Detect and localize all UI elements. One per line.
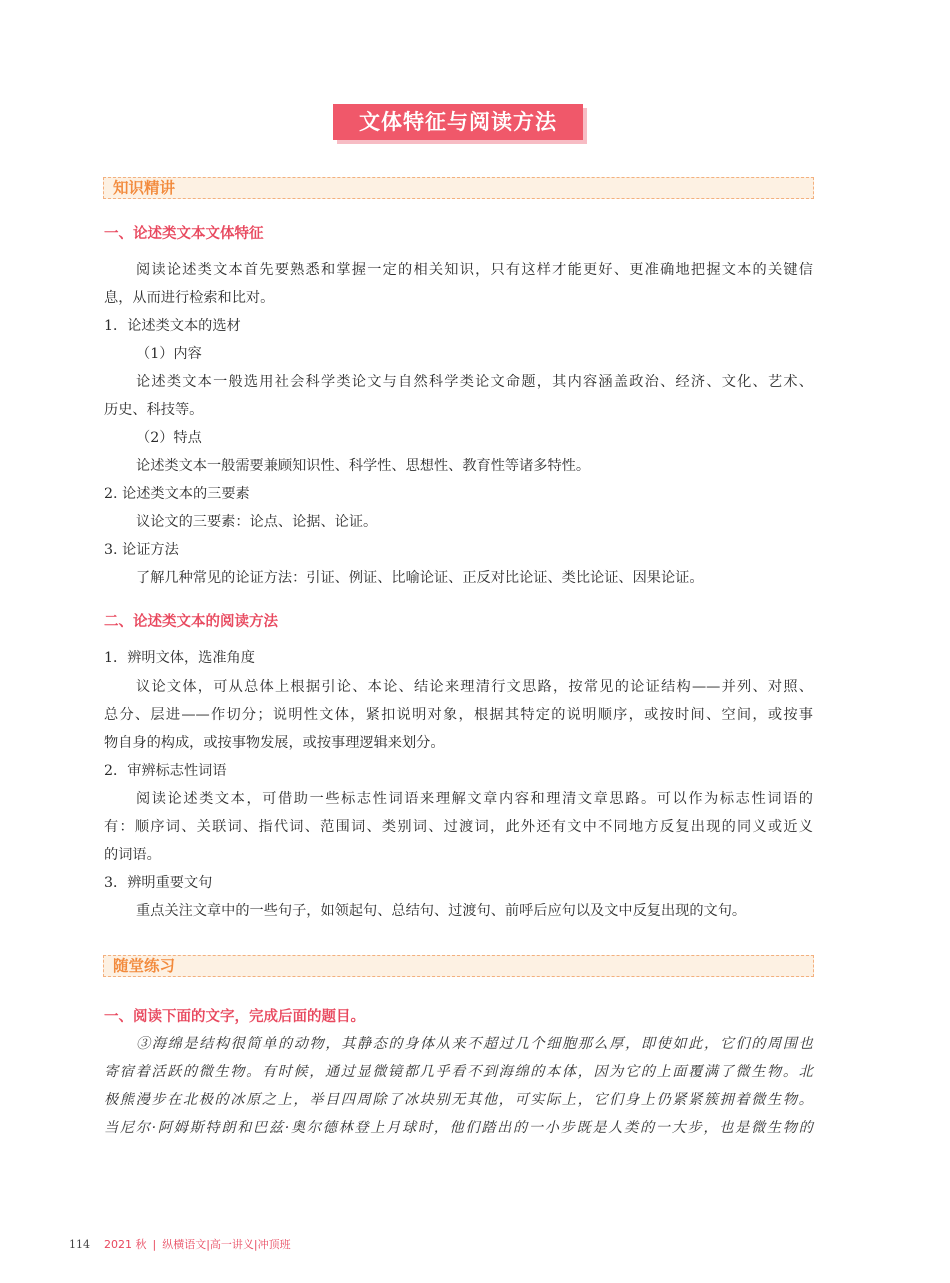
section-label-knowledge: 知识精讲 [113,179,176,197]
passage-line: 寄宿着活跃的微生物。有时候，通过显微镜都几乎看不到海绵的本体，因为它的上面覆满了微生物。北 [104,1064,813,1080]
paragraph-line: 历史、科技等。 [104,402,204,418]
paragraph-line: 论述类文本一般选用社会科学类论文与自然科学类论文命题，其内容涵盖政治、经济、文化、艺术、 [136,374,813,390]
passage-line: ③海绵是结构很简单的动物，其静态的身体从来不超过几个细胞那么厚，即使如此，它们的周围也 [136,1036,813,1052]
paragraph-line: 重点关注文章中的一些句子，如领起句、总结句、过渡句、前呼后应句以及文中反复出现的文句。 [136,903,747,919]
paragraph-line: 息，从而进行检索和比对。 [104,290,275,306]
paragraph-line: 总分、层进——作切分；说明性文体，紧扣说明对象，根据其特定的说明顺序，或按时间、空间，或按事 [104,707,813,723]
subheading: （1）内容 [136,346,202,362]
subheading: 1．论述类文本的选材 [104,318,241,334]
subheading: 1．辨明文体，选准角度 [104,650,255,666]
paragraph-line: 物自身的构成，或按事物发展，或按事理逻辑来划分。 [104,735,445,751]
heading-part1: 一、论述类文本文体特征 [104,226,264,242]
paragraph-line: 阅读论述类文本首先要熟悉和掌握一定的相关知识，只有这样才能更好、更准确地把握文本的关键信 [136,262,813,278]
paragraph-line: 的词语。 [104,847,161,863]
paragraph-line: 议论文体，可从总体上根据引论、本论、结论来理清行文思路，按常见的论证结构——并列、对照、 [136,679,813,695]
paragraph-line: 议论文的三要素：论点、论据、论证。 [136,514,378,530]
page-title: 文体特征与阅读方法 [333,104,583,140]
heading-part2: 二、论述类文本的阅读方法 [104,614,278,630]
subheading: 2．审辨标志性词语 [104,763,227,779]
paragraph-line: 了解几种常见的论证方法：引证、例证、比喻论证、正反对比论证、类比论证、因果论证。 [136,570,704,586]
footer-year: 2021 秋 [104,1238,147,1251]
footer-separator: | [152,1238,157,1251]
subheading: 3．辨明重要文句 [104,875,213,891]
footer-book-title: 纵横语文|高一讲义|冲顶班 [162,1238,291,1251]
passage-line: 极熊漫步在北极的冰原之上，举目四周除了冰块别无其他，可实际上，它们身上仍紧紧簇拥着微生物。 [104,1092,813,1108]
paragraph-line: 有：顺序词、关联词、指代词、范围词、类别词、过渡词，此外还有文中不同地方反复出现的同义或近义 [104,819,813,835]
heading-exercise: 一、阅读下面的文字，完成后面的题目。 [104,1009,365,1025]
page-footer [69,1236,291,1252]
paragraph-line: 论述类文本一般需要兼顾知识性、科学性、思想性、教育性等诸多特性。 [136,458,591,474]
page-number: 114 [69,1238,90,1251]
subheading: （2）特点 [136,430,202,446]
subheading: 2. 论述类文本的三要素 [104,486,250,502]
paragraph-line: 阅读论述类文本，可借助一些标志性词语来理解文章内容和理清文章思路。可以作为标志性词语的 [136,791,813,807]
passage-line: 当尼尔·阿姆斯特朗和巴兹·奥尔德林登上月球时，他们踏出的一小步既是人类的一大步，也是微生物的 [104,1120,813,1136]
section-bar-knowledge [103,177,814,199]
section-label-practice: 随堂练习 [113,957,176,975]
subheading: 3. 论证方法 [104,542,179,558]
section-bar-practice [103,955,814,977]
